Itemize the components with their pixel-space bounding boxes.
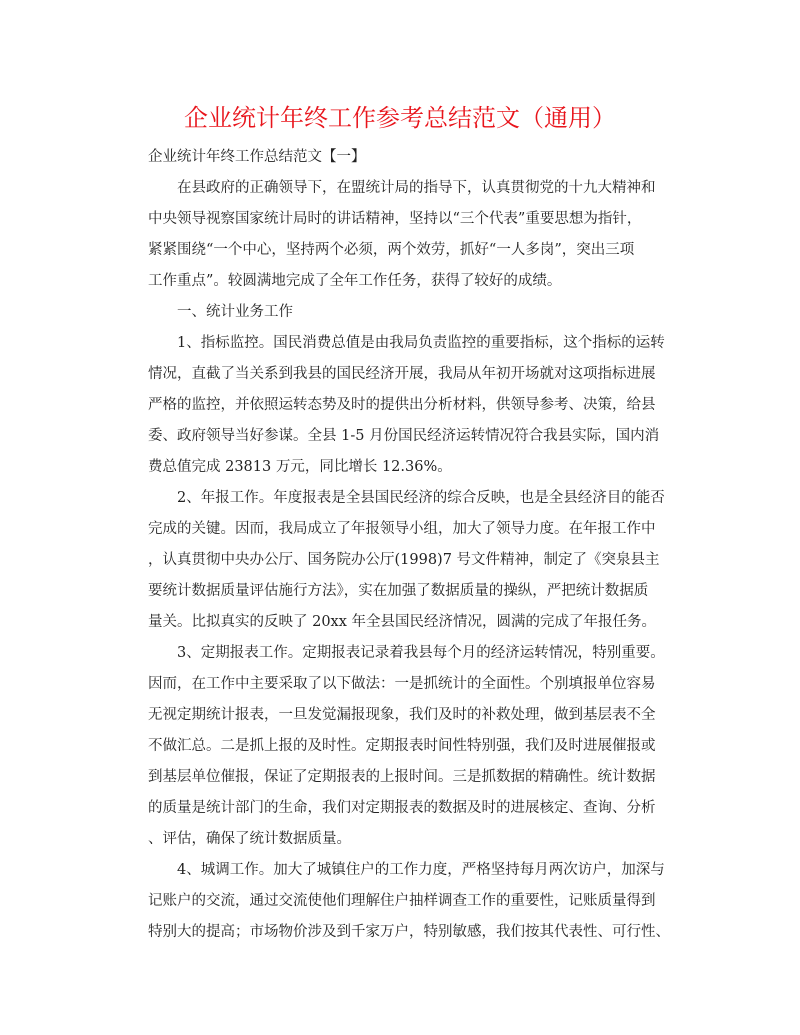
paragraph-line: 在县政府的正确领导下，在盟统计局的指导下，认真贯彻党的十九大精神和 <box>148 180 656 196</box>
paragraph-line: 无视定期统计报表，一旦发觉漏报现象，我们及时的补救处理，做到基层表不全 <box>148 707 656 723</box>
paragraph-line: 因而，在工作中主要采取了以下做法：一是抓统计的全面性。个别填报单位容易 <box>148 676 656 692</box>
paragraph-line: 量关。比拟真实的反映了 20xx 年全县国民经济情况，圆满的完成了年报任务。 <box>148 614 657 630</box>
paragraph-line: 委、政府领导当好参谋。全县 1-5 月份国民经济运转情况符合我县实际，国内消 <box>148 428 660 444</box>
section-heading: 一、统计业务工作 <box>148 304 293 320</box>
paragraph-line: 4、城调工作。加大了城镇住户的工作力度，严格坚持每月两次访户，加深与 <box>148 862 665 878</box>
paragraph-line: 费总值完成 23813 万元，同比增长 12.36%。 <box>148 459 452 475</box>
paragraph-line: 情况，直截了当关系到我县的国民经济开展，我局从年初开场就对这项指标进展 <box>148 366 656 382</box>
paragraph-line: 3、定期报表工作。定期报表记录着我县每个月的经济运转情况，特别重要。 <box>148 645 665 661</box>
paragraph-line: 记账户的交流，通过交流使他们理解住户抽样调查工作的重要性，记账质量得到 <box>148 893 656 909</box>
paragraph-line: 特别大的提高；市场物价涉及到千家万户，特别敏感，我们按其代表性、可行性、 <box>148 924 670 940</box>
page-title: 企业统计年终工作参考总结范文（通用） <box>184 104 616 132</box>
paragraph-line: 到基层单位催报，保证了定期报表的上报时间。三是抓数据的精确性。统计数据 <box>148 769 656 785</box>
paragraph-line: ，认真贯彻中央办公厅、国务院办公厅(1998)7 号文件精神，制定了《突泉县主 <box>148 552 660 568</box>
subtitle-line: 企业统计年终工作总结范文【一】 <box>148 149 366 165</box>
paragraph-line: 严格的监控，并依照运转态势及时的提供出分析材料，供领导参考、决策，给县 <box>148 397 656 413</box>
paragraph-line: 、评估，确保了统计数据质量。 <box>148 831 351 847</box>
paragraph-line: 工作重点”。较圆满地完成了全年工作任务，获得了较好的成绩。 <box>148 273 562 289</box>
paragraph-line: 中央领导视察国家统计局时的讲话精神，坚持以“三个代表”重要思想为指针， <box>148 211 642 227</box>
paragraph-line: 2、年报工作。年度报表是全县国民经济的综合反映，也是全县经济目的能否 <box>148 490 665 506</box>
paragraph-line: 的质量是统计部门的生命，我们对定期报表的数据及时的进展核定、查询、分析 <box>148 800 656 816</box>
paragraph-line: 完成的关键。因而，我局成立了年报领导小组，加大了领导力度。在年报工作中 <box>148 521 656 537</box>
paragraph-line: 要统计数据质量评估施行方法》，实在加强了数据质量的操纵，严把统计数据质 <box>148 583 649 599</box>
paragraph-line: 紧紧围绕“一个中心，坚持两个必须，两个效劳，抓好“一人多岗”，突出三项 <box>148 242 635 258</box>
paragraph-line: 1、指标监控。国民消费总值是由我局负责监控的重要指标，这个指标的运转 <box>148 335 665 351</box>
paragraph-line: 不做汇总。二是抓上报的及时性。定期报表时间性特别强，我们及时进展催报或 <box>148 738 656 754</box>
